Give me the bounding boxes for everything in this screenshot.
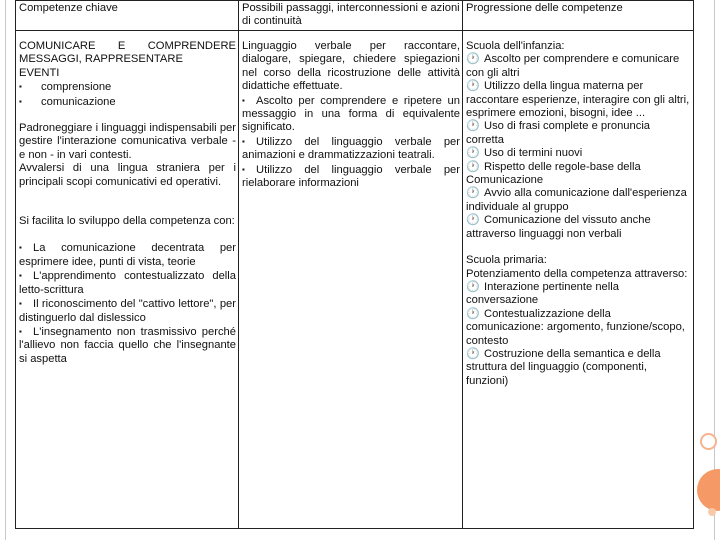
clock-icon: 🕐: [466, 53, 480, 66]
clock-icon: 🕐: [466, 147, 480, 160]
header-passaggi: Possibili passaggi, interconnessioni e azioni di continuità: [239, 1, 463, 31]
paragraph: Avvalersi di una lingua straniera per i principali scopi comunicativi ed operativi.: [19, 162, 236, 188]
list-item: 🕐 Costruzione della semantica e della struttura del linguaggio (componenti, funzioni): [466, 347, 661, 387]
cell-competenze: [16, 31, 239, 529]
bullet-icon: ▪: [242, 164, 245, 174]
paragraph: Padroneggiare i linguaggi indispensabili per gestire l'interazione comunicativa verbale - e non - in vari contesti.: [19, 122, 236, 161]
list-item: 🕐 Utilizzo della lingua materna per raccontare esperienze, interagire con gli altri, esprimere emozioni, bisogni, idee ...: [466, 80, 690, 120]
bullet-icon: ▪: [19, 96, 22, 106]
bullet-icon: ▪: [242, 95, 245, 105]
list-item: ▪ Ascolto per comprendere e ripetere un messaggio in una forma di equivalente significato.: [242, 94, 460, 134]
bullet-icon: ▪: [19, 82, 22, 92]
header-progressione: Progressione delle competenze: [463, 1, 694, 31]
list-item: 🕐 Uso di termini nuovi: [466, 147, 583, 160]
competence-title-line: COMUNICARE E COMPRENDERE: [19, 40, 236, 52]
table-row: [16, 31, 694, 529]
list-item: ▪ Utilizzo del linguaggio verbale per rielaborare informazioni: [242, 163, 460, 190]
paragraph: Linguaggio verbale per raccontare, dialogare, spiegare, chiedere spiegazioni nel corso della ricostruzione delle attività didattiche effettuate.: [242, 40, 460, 93]
header-competenze-chiave: Competenze chiave: [16, 1, 239, 31]
list-item: 🕐 Rispetto delle regole-base della Comunicazione: [466, 160, 641, 187]
list-item: 🕐 Avvio alla comunicazione dall'esperienza individuale al gruppo: [466, 187, 687, 213]
bullet-icon: ▪: [242, 136, 245, 146]
list-item: 🕐 Comunicazione del vissuto anche attraverso linguaggi non verbali: [466, 214, 651, 240]
list-item: ▪ Il riconoscimento del "cattivo lettore", per distinguerlo dal dislessico: [19, 298, 236, 324]
list-item: ▪ comunicazione: [19, 95, 116, 108]
decorative-dot: [708, 508, 716, 516]
clock-icon: 🕐: [466, 214, 480, 227]
section-title: Scuola primaria:: [466, 254, 547, 267]
list-item: ▪ comprensione: [19, 81, 112, 94]
clock-icon: 🕐: [466, 280, 480, 293]
bullet-icon: ▪: [19, 243, 22, 253]
decorative-ring: [700, 433, 717, 450]
clock-icon: 🕐: [466, 187, 480, 200]
clock-icon: 🕐: [466, 80, 480, 93]
section-title: Scuola dell'infanzia:: [466, 40, 565, 52]
competence-title-line: MESSAGGI, RAPPRESENTARE: [19, 53, 183, 66]
competence-table: [15, 0, 694, 529]
bullet-icon: ▪: [19, 299, 22, 309]
clock-icon: 🕐: [466, 307, 480, 320]
clock-icon: 🕐: [466, 160, 480, 173]
list-item: ▪ L'insegnamento non trasmissivo perché l'allievo non faccia quello che l'insegnante si aspetta: [19, 325, 236, 365]
list-item: ▪ La comunicazione decentrata per esprimere idee, punti di vista, teorie: [19, 242, 236, 268]
list-item: ▪ L'apprendimento contestualizzato della letto-scrittura: [19, 270, 236, 296]
list-item: 🕐 Uso di frasi complete e pronuncia corretta: [466, 120, 651, 146]
bullet-icon: ▪: [19, 326, 22, 336]
paragraph: Potenziamento della competenza attraverso:: [466, 267, 688, 280]
list-item: 🕐 Interazione pertinente nella conversazione: [466, 280, 619, 307]
clock-icon: 🕐: [466, 120, 480, 133]
cell-progressione: [463, 31, 694, 529]
list-item: 🕐 Ascolto per comprendere e comunicare con gli altri: [466, 53, 680, 79]
paragraph: Si facilita lo sviluppo della competenza con:: [19, 215, 235, 228]
list-item: 🕐 Contestualizzazione della comunicazione: argomento, funzione/scopo, contesto: [466, 307, 685, 347]
clock-icon: 🕐: [466, 347, 480, 360]
competence-title-line: EVENTI: [19, 66, 60, 79]
table-header-row: [16, 1, 694, 31]
cell-passaggi: [239, 31, 463, 529]
list-item: ▪ Utilizzo del linguaggio verbale per animazioni e drammatizzazioni teatrali.: [242, 135, 460, 162]
bullet-icon: ▪: [19, 271, 22, 281]
